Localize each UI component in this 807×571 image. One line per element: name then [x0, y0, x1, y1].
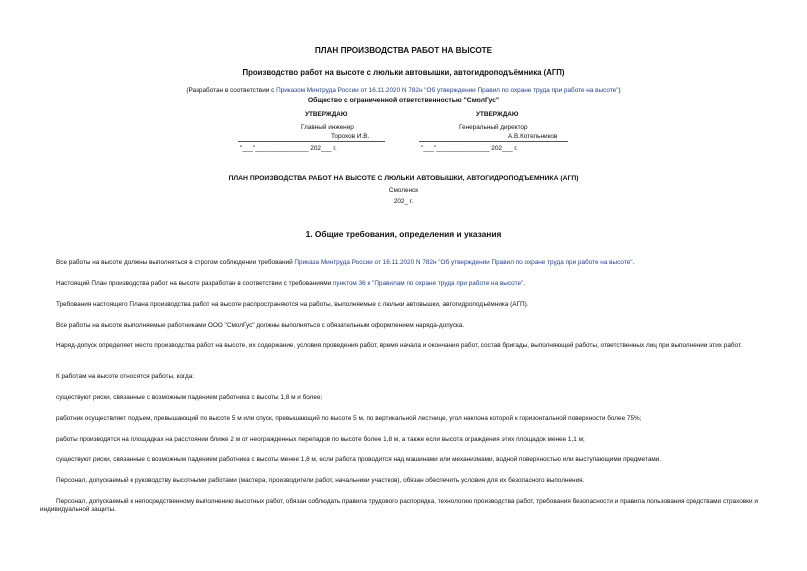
approval-date-left: "___"_______________ 202___ г.	[240, 145, 337, 152]
paragraph-2-prefix: Настоящий План производства работ на высоте разработан в соответствии с требованиями	[56, 280, 333, 287]
list-item-3: работы производятся на площадках на расстоянии ближе 2 м от неогражденных перепадов по высоте более 1,8 м, а также если высота ограждения этих площадок менее 1,1 м;	[56, 436, 585, 443]
list-item-1: существуют риски, связанные с возможным падением работника с высоты 1,8 м и более;	[56, 394, 323, 401]
list-item-4: существуют риски, связанные с возможным падением работника с высоты менее 1,8 м, если работа проводится над машинами или механизмами, водной поверхностью или выступающими предметами.	[56, 456, 662, 463]
paragraph-12	[40, 498, 767, 514]
developed-prefix: (Разработан в соответствии с	[186, 87, 277, 94]
paragraph-5	[56, 342, 769, 350]
page-title: ПЛАН ПРОИЗВОДСТВА РАБОТ НА ВЫСОТЕ	[314, 46, 493, 55]
approve-label-left: УТВЕРЖДАЮ	[305, 111, 348, 118]
plan-title: ПЛАН ПРОИЗВОДСТВА РАБОТ НА ВЫСОТЕ С ЛЮЛЬКИ АВТОВЫШКИ, АВТОГИДРОПОДЪЕМНИКА (АГП)	[228, 175, 579, 182]
paragraph-6: К работам на высоте относятся работы, когда:	[56, 373, 195, 380]
approver-name-right: А.В.Котельников	[508, 133, 558, 140]
paragraph-5-text: Наряд-допуск определяет место производства работ на высоте, их содержание, условия проведения работ, время начала и окончания работ, состав бригады, выполняющей работы, ответственных лиц при выполнении этих работ.	[56, 342, 742, 349]
order-782n-link[interactable]: Приказом Минтруда России от 16.11.2020 N 782н "Об утверждении Правил по охране труда при работе на высоте"	[276, 87, 619, 94]
developed-note	[0, 87, 807, 95]
paragraph-1-suffix: .	[632, 259, 635, 266]
paragraph-2-suffix: .	[523, 280, 526, 287]
plan-year: 202_ г.	[393, 198, 414, 205]
signature-line-left	[238, 141, 385, 142]
paragraph-3: Требования настоящего Плана производства работ на высоте распространяются на работы, выполняемые с люльки автовышки, автогидроподъёмника (АГП).	[56, 301, 529, 308]
paragraph-2	[56, 280, 767, 288]
paragraph-4: Все работы на высоте выполняемые работниками ООО "СмолГус" должны выполняться с обязательным оформлением наряда-допуска.	[56, 322, 465, 329]
section-heading: 1. Общие требования, определения и указания	[305, 229, 502, 239]
developed-suffix: )	[618, 87, 621, 94]
list-item-2: работник осуществляет подъем, превышающий по высоте 5 м или спуск, превышающий по высоте 5 м, по вертикальной лестнице, угол наклона которой к горизонтальной поверхности более 75%;	[56, 415, 642, 422]
paragraph-1	[56, 259, 767, 267]
organization-name: Общество с ограниченной ответственностью "СмолГус"	[307, 97, 500, 104]
approver-position-left: Главный инженер	[301, 124, 354, 131]
paragraph-1-prefix: Все работы на высоте должны выполняться в строгом соблюдении требований	[56, 259, 295, 266]
approve-label-right: УТВЕРЖДАЮ	[476, 111, 519, 118]
page-subtitle: Производство работ на высоте с люльки автовышки, автогидроподъёмника (АГП)	[242, 68, 565, 77]
order-782n-link-2[interactable]: Приказа Минтруда России от 16.11.2020 N 782н "Об утверждении Правил по охране труда при работе на высоте"	[294, 259, 633, 266]
approval-date-right: "___"_______________ 202___ г.	[421, 145, 518, 152]
paragraph-11: Персонал, допускаемый к руководству высотными работами (мастера, производители работ, начальники участков), обязан обеспечить условия для их безопасного выполнения.	[56, 477, 585, 484]
approver-name-left: Торохов И.В.	[331, 133, 370, 140]
signature-line-right	[419, 141, 568, 142]
paragraph-12-text: Персонал, допускаемый к непосредственному выполнению высотных работ, обязан соблюдать правила трудового распорядка, технологию производства работ, требования безопасности и правила пользования средствами страховки и индивидуальной защиты.	[40, 498, 758, 513]
approver-position-right: Генеральный директор	[459, 124, 528, 131]
plan-city: Смоленск	[388, 187, 419, 194]
clause-36-link[interactable]: пунктом 36 к "Правилам по охране труда при работе на высоте"	[332, 280, 524, 287]
